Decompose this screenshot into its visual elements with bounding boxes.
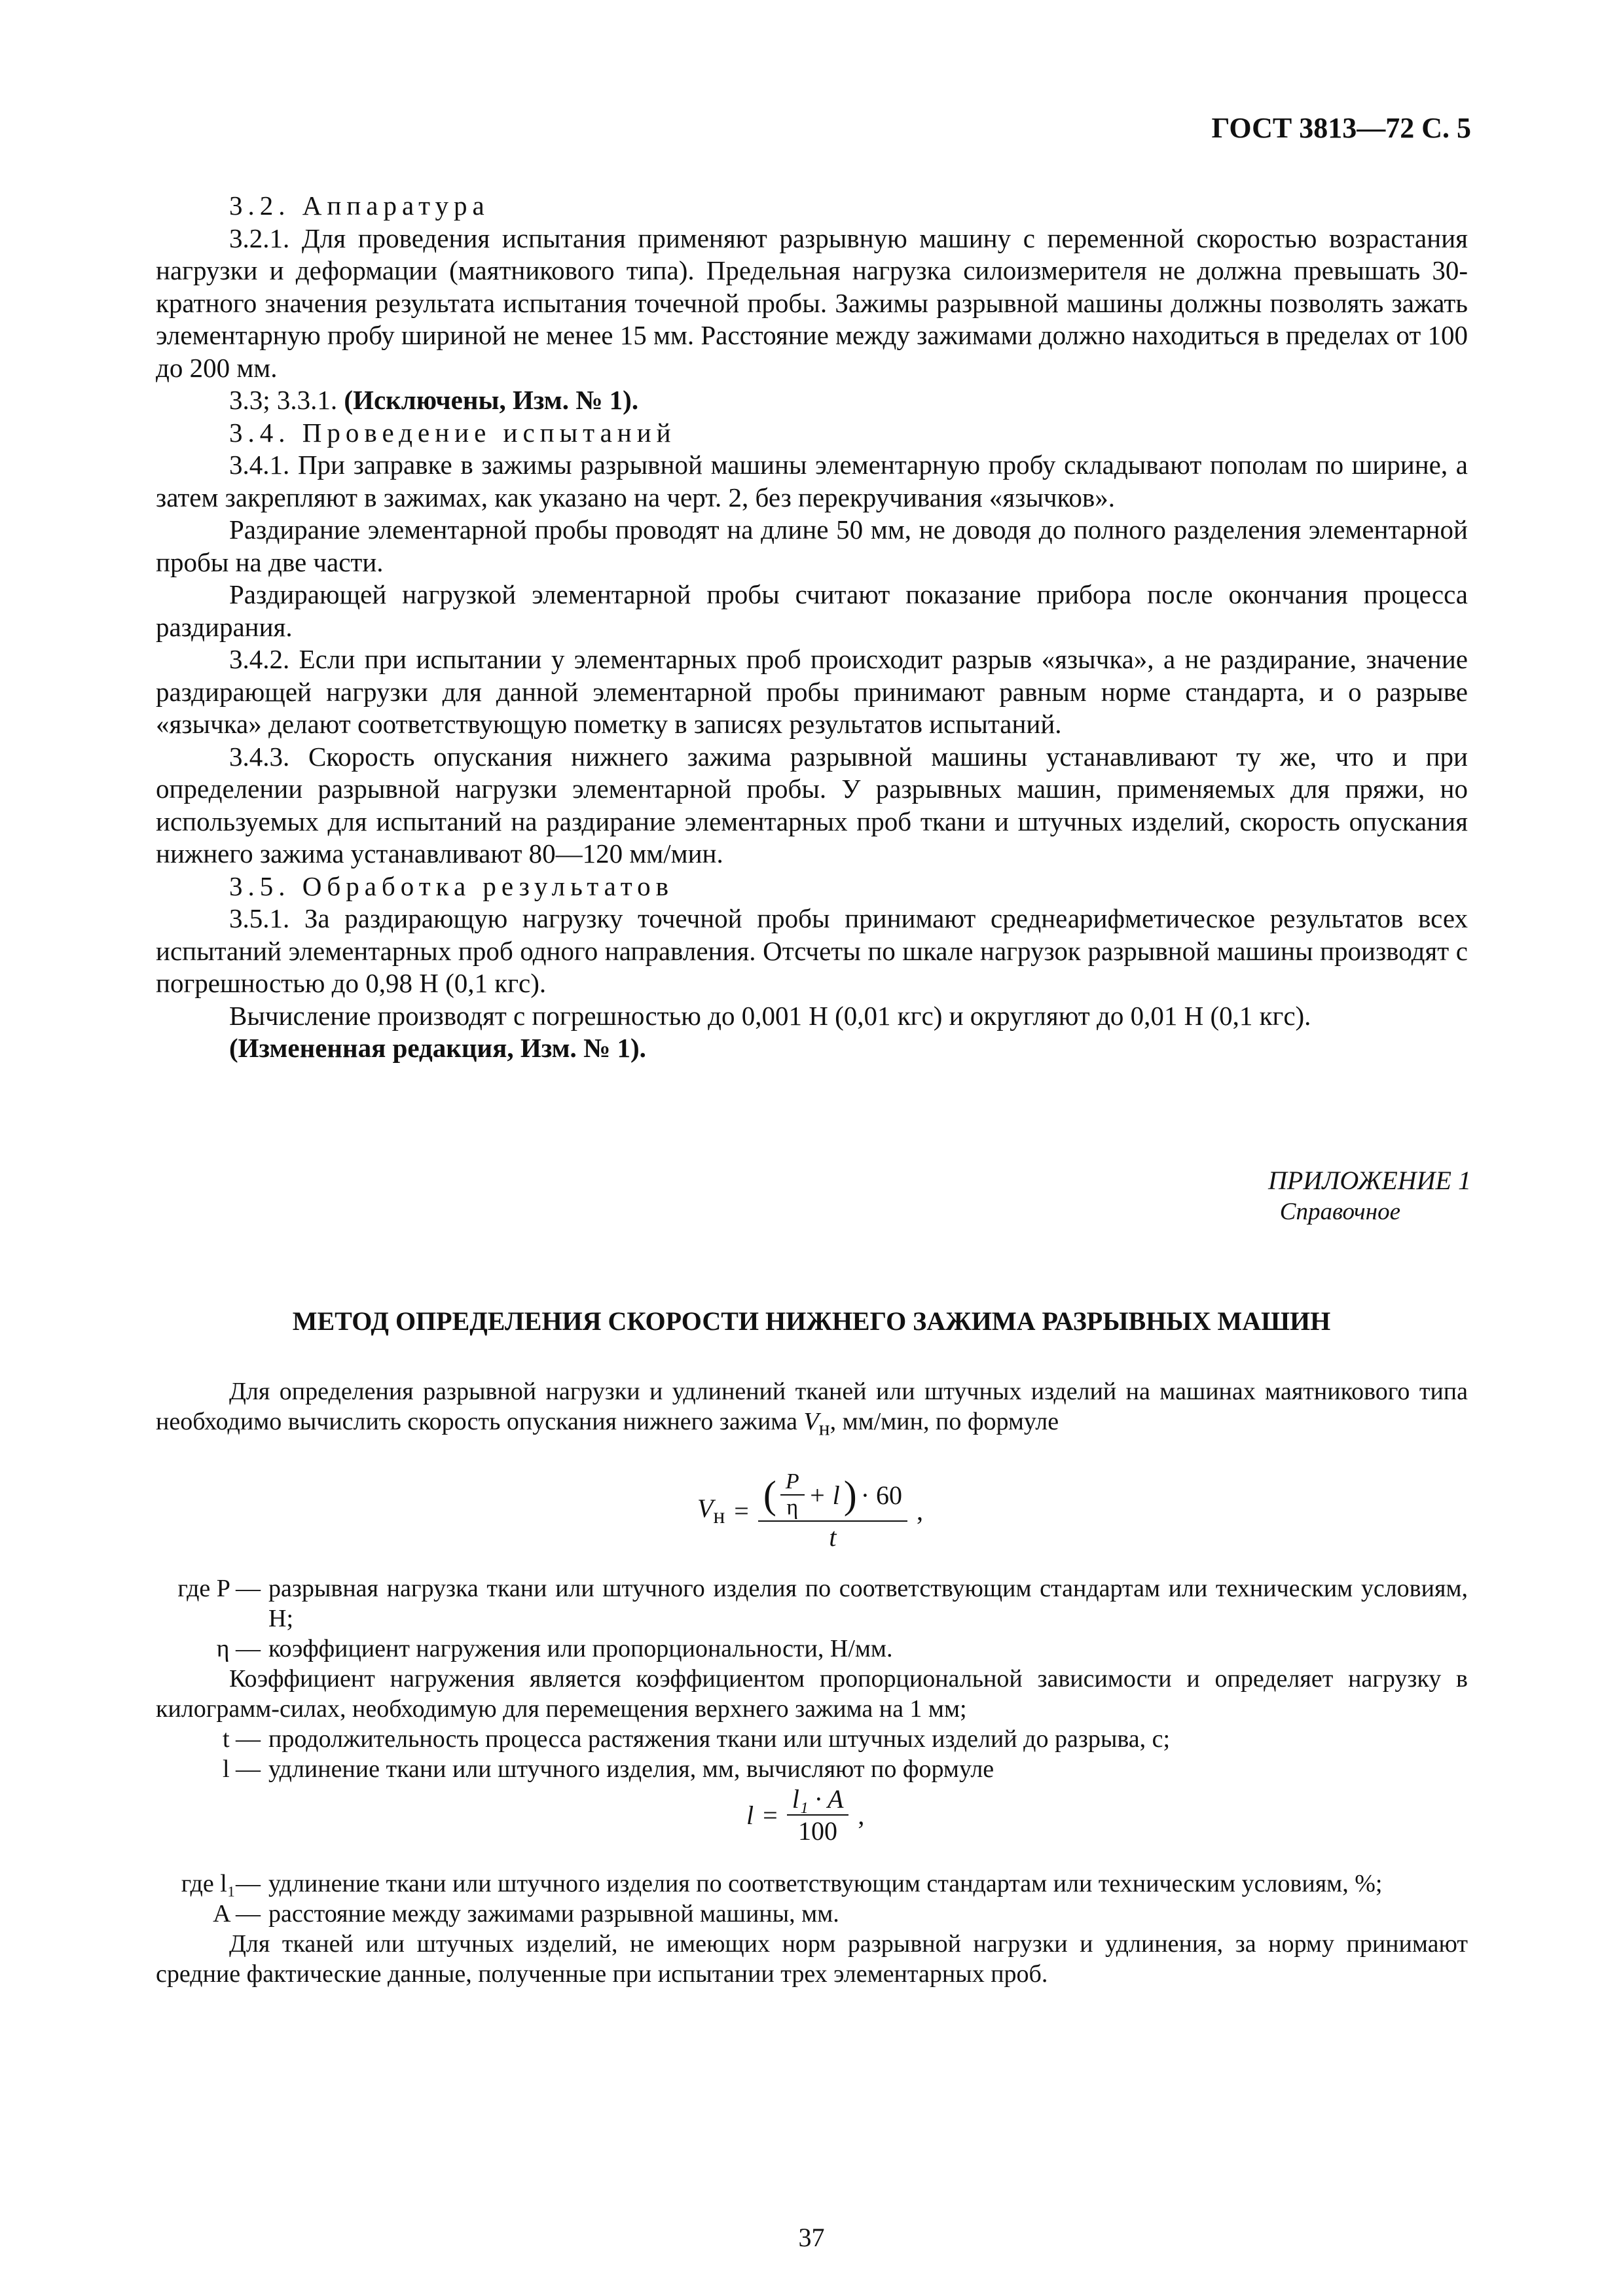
definition-text: продолжительность процесса растяжения ткани или штучных изделий до разрыва, с; xyxy=(268,1725,1171,1753)
section-heading-processing: 3.5. Обработка результатов xyxy=(229,870,674,901)
appendix-label xyxy=(1268,1165,1471,1228)
intro-text: Для определения разрывной нагрузки и удлинений тканей или штучных изделий на машинах маятникового типа необходимо вычислить скорость опускания нижнего зажима xyxy=(156,1378,1468,1435)
section-heading-testing: 3.4. Проведение испытаний xyxy=(229,417,676,448)
definition-text: удлинение ткани или штучного изделия по соответствующим стандартам или техническим условиям, %; xyxy=(268,1870,1383,1897)
paragraph-3-3-note: (Исключены, Изм. № 1). xyxy=(344,385,639,415)
appendix-title: МЕТОД ОПРЕДЕЛЕНИЯ СКОРОСТИ НИЖНЕГО ЗАЖИМА РАЗРЫВНЫХ МАШИН xyxy=(292,1306,1331,1336)
intro-tail: , мм/мин, по формуле xyxy=(830,1408,1059,1435)
formula-denominator: t xyxy=(829,1522,837,1552)
appendix-type: Справочное xyxy=(1279,1198,1400,1225)
definition-text: коэффициент нагружения или пропорциональности, Н/мм. xyxy=(268,1635,893,1662)
definition-text: расстояние между зажимами разрывной машины, мм. xyxy=(268,1900,839,1928)
amendment-note: (Измененная редакция, Изм. № 1). xyxy=(229,1033,646,1063)
definition-row xyxy=(156,1573,1468,1634)
formula-comma: , xyxy=(917,1496,924,1526)
paragraph-3-2-1: 3.2.1. Для проведения испытания применяют разрывную машину с переменной скоростью возрастания нагрузки и деформации (маятникового типа). Предельная нагрузка силоизмерителя не должна превышать 30-кратного значения результата испытания точечной пробы. Зажимы разрывной машины должны позволять зажать элементарную пробу шириной не менее 15 мм. Расстояние между зажимами должно находиться в пределах от 100 до 200 мм. xyxy=(156,223,1468,383)
paragraph-3-3-prefix: 3.3; 3.3.1. xyxy=(229,385,338,415)
intro-paragraph xyxy=(156,1376,1468,1444)
definition-term: t — xyxy=(222,1725,261,1753)
definition-row xyxy=(156,1634,1468,1664)
formula2-fraction xyxy=(787,1784,849,1846)
formula-elongation xyxy=(746,1784,864,1846)
formula-equals: = xyxy=(734,1496,749,1526)
inner-fraction xyxy=(780,1469,805,1520)
paragraph-calculation: Вычисление производят с погрешностью до 0,001 Н (0,01 кгс) и округляют до 0,01 Н (0,1 кгс). xyxy=(229,1000,1311,1031)
definition-text: удлинение ткани или штучного изделия, мм, вычисляют по формуле xyxy=(268,1755,994,1783)
formula2-equals: = xyxy=(763,1800,778,1830)
definition-row xyxy=(156,1869,1468,1899)
paragraph-tearing: Раздирание элементарной пробы проводят на длине 50 мм, не доводя до полного разделения элементарной пробы на две части. xyxy=(156,514,1468,577)
formula2-lhs: l xyxy=(746,1800,754,1830)
intro-var: V xyxy=(803,1408,819,1435)
paragraph-3-4-2: 3.4.2. Если при испытании у элементарных проб происходит разрыв «язычка», а не раздирание, значение раздирающей нагрузки для данной элементарной пробы принимают равным норме стандарта, и о разрыве «язычка» делают соответствующую пометку в записях результатов испытаний. xyxy=(156,644,1468,739)
paragraph-3-4-1: 3.4.1. При заправке в зажимы разрывной машины элементарную пробу складывают пополам по ширине, а затем закрепляют в зажимах, как указано на черт. 2, без перекручивания «язычков». xyxy=(156,450,1468,512)
definition-term: η — xyxy=(216,1635,261,1662)
inner-num: P xyxy=(780,1469,805,1496)
appendix-number: ПРИЛОЖЕНИЕ 1 xyxy=(1268,1166,1471,1195)
inner-den: η xyxy=(786,1496,799,1520)
formula2-numerator: l₁ · A xyxy=(787,1784,849,1816)
definition-row xyxy=(156,1899,1468,1929)
formula-lhs: V xyxy=(697,1494,714,1523)
formula-fraction: ( $\frac{P}{\eta}$ + l ) · 60 t xyxy=(758,1469,907,1552)
section-heading-apparatus: 3.2. Аппаратура xyxy=(229,190,490,221)
final-paragraph: Для тканей или штучных изделий, не имеющих норм разрывной нагрузки и удлинения, за норму принимают средние фактические данные, полученные при испытании трех элементарных проб. xyxy=(156,1930,1468,1988)
coefficient-paragraph: Коэффициент нагружения является коэффициентом пропорциональной зависимости и определяет нагрузку в килограмм-силах, необходимую для перемещения верхнего зажима на 1 мм; xyxy=(156,1665,1468,1723)
definition-row xyxy=(156,1724,1468,1754)
formula-lhs-sub: н xyxy=(713,1504,725,1528)
definitions-2 xyxy=(156,1869,1468,1989)
formula2-comma: , xyxy=(858,1800,865,1830)
formula2-denominator: 100 xyxy=(798,1816,838,1846)
main-text xyxy=(156,190,1468,1065)
intro-var-sub: н xyxy=(818,1416,830,1440)
page-number: 37 xyxy=(798,2223,825,2252)
paragraph-3-4-3: 3.4.3. Скорость опускания нижнего зажима разрывной машины устанавливают ту же, что и при определении разрывной нагрузки элементарной пробы. У разрывных машин, применяемых для пряжи, но используемых для испытаний на раздирание элементарных проб ткани и штучных изделий, скорость опускания нижнего зажима устанавливают 80—120 мм/мин. xyxy=(156,741,1468,869)
paragraph-3-5-1: 3.5.1. За раздирающую нагрузку точечной пробы принимают среднеарифметическое результатов всех испытаний элементарных проб одного направления. Отсчеты по шкале нагрузок разрывной машины производят с погрешностью до 0,98 Н (0,1 кгс). xyxy=(156,903,1468,998)
paragraph-3-3 xyxy=(156,384,1468,417)
definition-term: где l₁— xyxy=(181,1870,261,1897)
intro-paragraph-block xyxy=(156,1376,1468,1444)
definitions-1 xyxy=(156,1573,1468,1784)
definition-row xyxy=(156,1754,1468,1784)
formula-plus-l: + l xyxy=(808,1480,840,1510)
page-header: ГОСТ 3813—72 С. 5 xyxy=(1211,112,1471,144)
definition-text: разрывная нагрузка ткани или штучного изделия по соответствующим стандартам или техническим условиям, Н; xyxy=(268,1575,1468,1632)
definition-term: l — xyxy=(222,1755,261,1783)
definition-term: A — xyxy=(213,1900,261,1928)
formula-times-60: · 60 xyxy=(860,1480,903,1510)
definition-term: где P — xyxy=(177,1575,261,1602)
paragraph-tearing-load: Раздирающей нагрузкой элементарной пробы считают показание прибора после окончания процесса раздирания. xyxy=(156,579,1468,642)
formula-velocity xyxy=(697,1469,923,1552)
